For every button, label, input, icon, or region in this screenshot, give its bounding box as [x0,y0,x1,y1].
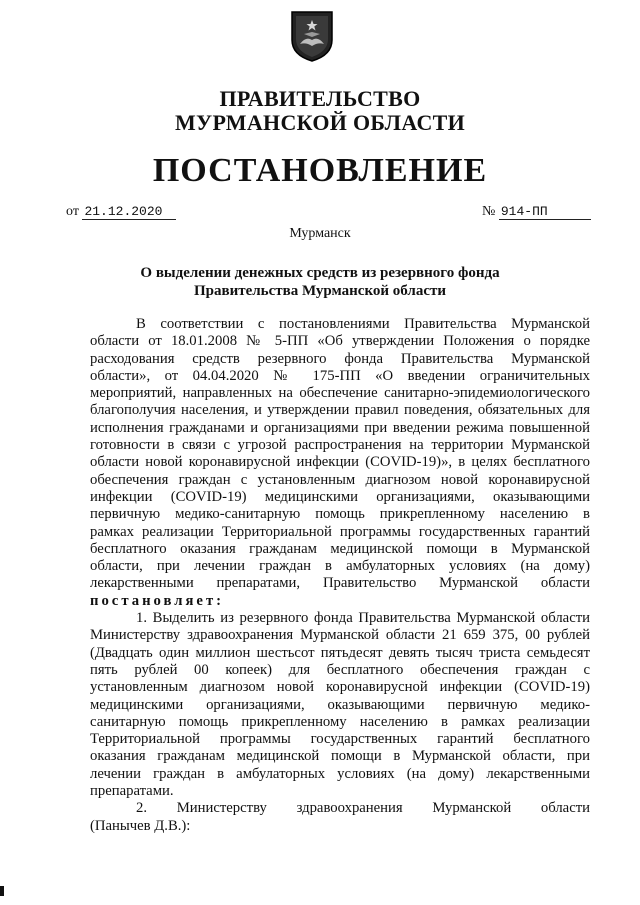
text-line: оказания гражданам медицинской помощи в Мурманской области, при [90,748,590,765]
coat-of-arms-emblem [290,10,334,62]
text-line: обеспечения граждан с установленным диагнозом новой коронавирусной [90,471,590,488]
text-line: благополучия населения, и утверждении правил поведения, обязательных для [90,402,590,419]
text-line: области, при лечении граждан в амбулаторных условиях (на дому) [90,558,590,575]
text-line: лечении граждан в амбулаторных условиях (на дому) лекарственными [90,765,590,782]
text-line: области», от 04.04.2020 № 175-ПП «О введении ограничительных [90,367,590,384]
text-line: 2. Министерству здравоохранения Мурманской области [136,800,590,817]
text-line: Территориальной программы государственных гарантий бесплатного [90,731,590,748]
text-line: мероприятий, направленных на обеспечение санитарно-эпидемиологического [90,385,590,402]
text-line: инфекции (COVID-19) медицинскими организациями, оказывающими [90,488,590,505]
text-line: (Панычев Д.В.): [90,817,191,834]
text-line: бесплатного оказания гражданам медицинской помощи в Мурманской [90,540,590,557]
document-date [66,204,176,220]
date-value: 21.12.2020 [82,204,176,220]
text-line: лекарственными препаратами, Правительство Мурманской области [90,575,590,592]
org-name-line1: ПРАВИТЕЛЬСТВО [219,86,421,111]
text-line: области от 18.01.2008 № 5-ПП «Об утверждении Положения о порядке [90,333,590,350]
city: Мурманск [289,226,351,241]
item-2 [90,800,590,835]
text-line: исполнения гражданами и организациями при введении режима повышенной [90,419,590,436]
text-line: расходования средств резервного фонда Правительства Мурманской [90,350,590,367]
text-line: Министерству здравоохранения Мурманской области 21 659 375, 00 рублей [90,627,590,644]
text-line: рамках реализации Территориальной программы государственных гарантий [90,523,590,540]
text-line: препаратами. [90,783,174,800]
org-name-line2: МУРМАНСКОЙ ОБЛАСТИ [174,110,466,135]
text-line: первичную медико-санитарную помощь прикрепленному населению в [90,506,590,523]
resolves-word: постановляет: [90,592,225,609]
document-number [482,204,591,220]
text-line: пять рублей 00 копеек) для бесплатного обеспечения граждан с [90,661,590,678]
text-line: санитарную помощь прикрепленному населению в рамках реализации [90,713,590,730]
date-label: от [66,204,79,219]
text-line: (Двадцать один миллион шестьсот пятьдесят девять тысяч триста семьдесят [90,644,590,661]
text-line: медицинскими организациями, оказывающими первичную медико- [90,696,590,713]
document-title-line2: Правительства Мурманской области [193,283,447,299]
number-value: 914-ПП [499,204,591,220]
text-line: 1. Выделить из резервного фонда Правительства Мурманской области [136,610,590,627]
scan-edge-mark [0,886,4,896]
text-line: В соответствии с постановлениями Правительства Мурманской [136,316,590,332]
item-1 [90,610,590,800]
document-type: ПОСТАНОВЛЕНИЕ [152,152,488,189]
text-line: области новой коронавирусной инфекции (COVID-19)», в целях бесплатного [90,454,590,471]
document-body [90,316,590,835]
number-label: № [482,204,496,219]
document-title-line1: О выделении денежных средств из резервного фонда [140,265,500,281]
preamble [90,316,590,610]
text-line: установленным диагнозом новой коронавирусной инфекции (COVID-19) [90,679,590,696]
text-line: готовности в связи с угрозой распространения на территории Мурманской [90,437,590,454]
